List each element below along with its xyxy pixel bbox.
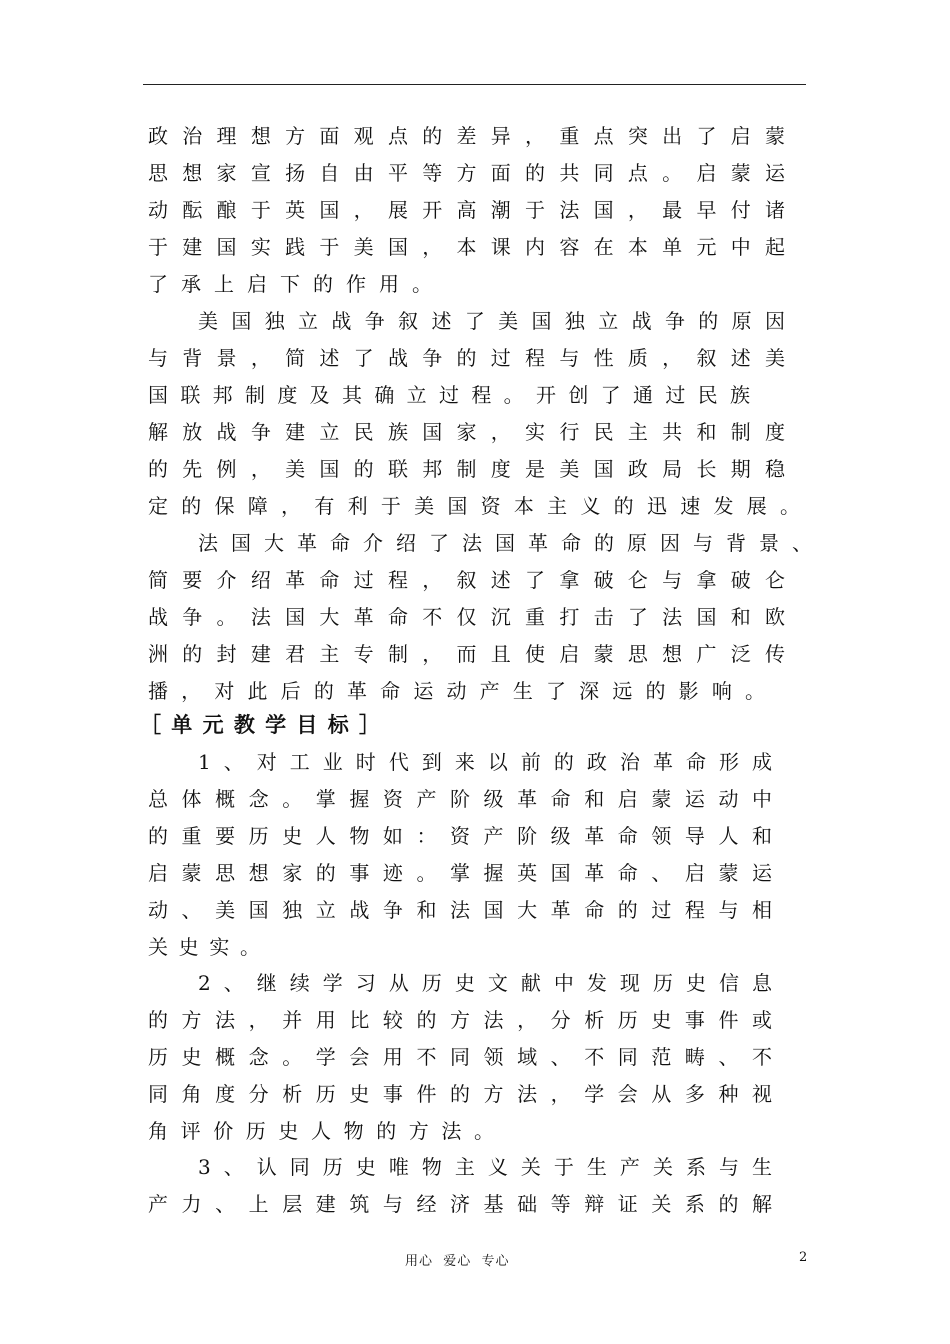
- text-line: 播，对此后的革命运动产生了深远的影响。: [148, 679, 765, 703]
- text-line: 产力、上层建筑与经济基础等辩证关系的解: [148, 1192, 772, 1216]
- text-line: 思想家宣扬自由平等方面的共同点。启蒙运: [148, 161, 785, 185]
- footer-motto: 用心 爱心 专心: [405, 1254, 510, 1269]
- text-line: 关史实。: [148, 935, 260, 959]
- text-line: 洲的封建君主专制，而且使启蒙思想广泛传: [148, 642, 785, 666]
- text-line: 历史概念。学会用不同领域、不同范畴、不: [148, 1045, 772, 1069]
- text-line: 政治理想方面观点的差异，重点突出了启蒙: [148, 124, 785, 148]
- header-rule: [143, 84, 806, 85]
- text-line: 国联邦制度及其确立过程。开创了通过民族: [148, 383, 750, 407]
- text-line: 1、对工业时代到来以前的政治革命形成: [198, 750, 772, 774]
- page-number: 2: [799, 1250, 808, 1265]
- text-line: 启蒙思想家的事迹。掌握英国革命、启蒙运: [148, 861, 772, 885]
- text-line: 角评价历史人物的方法。: [148, 1119, 494, 1143]
- text-line: 与背景，简述了战争的过程与性质，叙述美: [148, 346, 785, 370]
- text-line: 动、美国独立战争和法国大革命的过程与相: [148, 898, 772, 922]
- text-line: 法国大革命介绍了法国革命的原因与背景、: [198, 531, 812, 555]
- text-line: 动酝酿于英国，展开高潮于法国，最早付诸: [148, 198, 785, 222]
- section-heading: ［单元教学目标］: [140, 712, 380, 737]
- text-line: 定的保障，有利于美国资本主义的迅速发展。: [148, 494, 800, 518]
- text-line: 2、继续学习从历史文献中发现历史信息: [198, 971, 772, 995]
- text-line: 简要介绍革命过程，叙述了拿破仑与拿破仑: [148, 568, 785, 592]
- text-line: 3、认同历史唯物主义关于生产关系与生: [198, 1155, 772, 1179]
- text-line: 的重要历史人物如：资产阶级革命领导人和: [148, 824, 772, 848]
- text-line: 了承上启下的作用。: [148, 272, 432, 296]
- text-line: 总体概念。掌握资产阶级革命和启蒙运动中: [148, 787, 772, 811]
- text-line: 同角度分析历史事件的方法，学会从多种视: [148, 1082, 772, 1106]
- text-line: 的方法，并用比较的方法，分析历史事件或: [148, 1008, 772, 1032]
- text-line: 战争。法国大革命不仅沉重打击了法国和欧: [148, 605, 785, 629]
- text-line: 于建国实践于美国，本课内容在本单元中起: [148, 235, 785, 259]
- text-line: 美国独立战争叙述了美国独立战争的原因: [198, 309, 785, 333]
- text-line: 的先例，美国的联邦制度是美国政局长期稳: [148, 457, 785, 481]
- text-line: 解放战争建立民族国家，实行民主共和制度: [148, 420, 785, 444]
